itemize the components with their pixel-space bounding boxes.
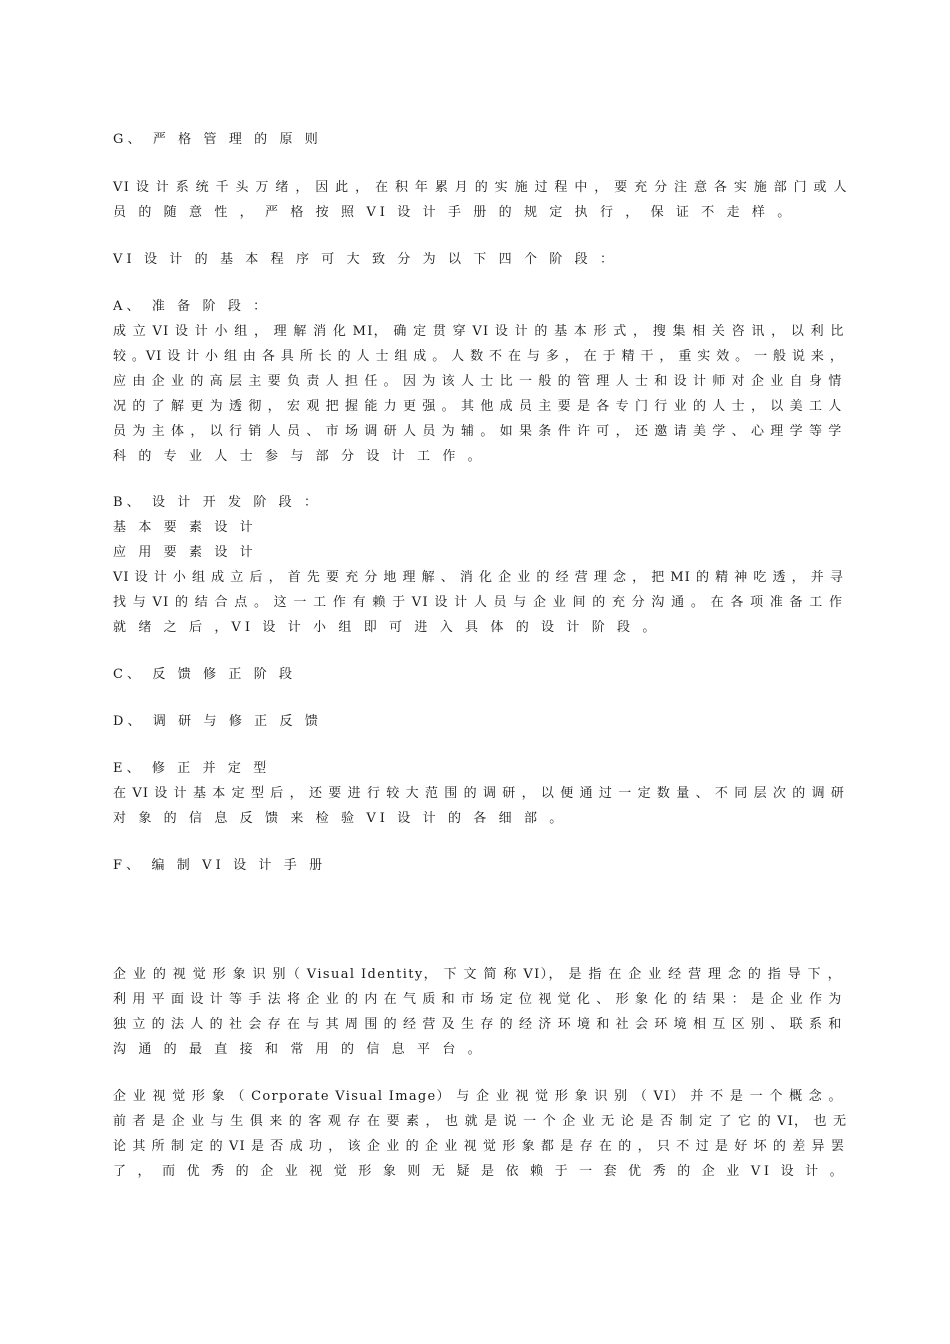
text-line: 基 本 要 素 设 计 xyxy=(113,520,257,535)
text-line: 企 业 视 觉 形 象 （ Corporate Visual Image） 与 企 业 视 觉 形 象 识 别 （ VI） 并 不 是 一 个 概 念 。 xyxy=(113,1089,843,1104)
heading-d-research: D、 调 研 与 修 正 反 馈 xyxy=(113,714,322,729)
text-line: 应 用 要 素 设 计 xyxy=(113,545,257,560)
text-line: 成 立 VI 设 计 小 组 ， 理 解 消 化 MI， 确 定 贯 穿 VI 设 计 的 基 本 形 式 ， 搜 集 相 关 咨 讯 ， 以 利 比 xyxy=(113,324,845,339)
text-line: 应 由 企 业 的 高 层 主 要 负 责 人 担 任 。 因 为 该 人 士 比 一 般 的 管 理 人 士 和 设 计 师 对 企 业 自 身 情 xyxy=(113,374,843,389)
text-line: 沟 通 的 最 直 接 和 常 用 的 信 息 平 台 。 xyxy=(113,1042,485,1057)
text-line: VI 设 计 系 统 千 头 万 绪 ， 因 此 ， 在 积 年 累 月 的 实 施 过 程 中 ， 要 充 分 注 意 各 实 施 部 门 或 人 xyxy=(113,180,848,195)
text-line: 在 VI 设 计 基 本 定 型 后 ， 还 要 进 行 较 大 范 围 的 调 研 ， 以 便 通 过 一 定 数 量 、 不 同 层 次 的 调 研 xyxy=(113,786,846,801)
text-line: 独 立 的 法 人 的 社 会 存 在 与 其 周 围 的 经 营 及 生 存 的 经 济 环 境 和 社 会 环 境 相 互 区 别 、 联 系 和 xyxy=(113,1017,843,1032)
heading-b-design-development: B、 设 计 开 发 阶 段 ： xyxy=(113,495,322,510)
text-line: 就 绪 之 后 ，VI 设 计 小 组 即 可 进 入 具 体 的 设 计 阶 段 。 xyxy=(113,620,660,635)
text-line: 论 其 所 制 定 的 VI 是 否 成 功 ， 该 企 业 的 企 业 视 觉 形 象 都 是 存 在 的 ， 只 不 过 是 好 坏 的 差 异 罢 xyxy=(113,1139,846,1154)
heading-f-manual: F、 编 制 VI 设 计 手 册 xyxy=(113,858,327,873)
heading-e-finalize: E、 修 正 并 定 型 xyxy=(113,761,271,776)
heading-c-feedback: C、 反 馈 修 正 阶 段 xyxy=(113,667,297,682)
text-line: VI 设 计 的 基 本 程 序 可 大 致 分 为 以 下 四 个 阶 段 ： xyxy=(113,252,618,267)
text-line: 企 业 的 视 觉 形 象 识 别（ Visual Identity， 下 文 简 称 VI）， 是 指 在 企 业 经 营 理 念 的 指 导 下 ， xyxy=(113,967,843,982)
text-line: 前 者 是 企 业 与 生 俱 来 的 客 观 存 在 要 素 ， 也 就 是 说 一 个 企 业 无 论 是 否 制 定 了 它 的 VI， 也 无 xyxy=(113,1114,848,1129)
text-line: 较 。VI 设 计 小 组 由 各 具 所 长 的 人 士 组 成 。 人 数 不 在 与 多 ， 在 于 精 干 ， 重 实 效 。 一 般 说 来 ， xyxy=(113,349,844,364)
document-page xyxy=(113,0,848,1344)
text-line: 找 与 VI 的 结 合 点 。 这 一 工 作 有 赖 于 VI 设 计 人 员 与 企 业 间 的 充 分 沟 通 。 在 各 项 准 备 工 作 xyxy=(113,595,844,610)
heading-a-preparation: A、 准 备 阶 段 ： xyxy=(113,299,271,314)
text-line: 利 用 平 面 设 计 等 手 法 将 企 业 的 内 在 气 质 和 市 场 定 位 视 觉 化 、 形 象 化 的 结 果 ： 是 企 业 作 为 xyxy=(113,992,843,1007)
text-line: 员 为 主 体 ， 以 行 销 人 员 、 市 场 调 研 人 员 为 辅 。 如 果 条 件 许 可 ， 还 邀 请 美 学 、 心 理 学 等 学 xyxy=(113,424,843,439)
text-line: VI 设 计 小 组 成 立 后 ， 首 先 要 充 分 地 理 解 、 消 化 企 业 的 经 营 理 念 ， 把 MI 的 精 神 吃 透 ， 并 寻 xyxy=(113,570,844,585)
text-line: 员 的 随 意 性 ， 严 格 按 照 VI 设 计 手 册 的 规 定 执 行 ， 保 证 不 走 样 。 xyxy=(113,205,795,220)
text-line: 况 的 了 解 更 为 透 彻 ， 宏 观 把 握 能 力 更 强 。 其 他 成 员 主 要 是 各 专 门 行 业 的 人 士 ， 以 美 工 人 xyxy=(113,399,843,414)
heading-g-strict-management: G、 严 格 管 理 的 原 则 xyxy=(113,132,322,147)
text-line: 了 ， 而 优 秀 的 企 业 视 觉 形 象 则 无 疑 是 依 赖 于 一 套 优 秀 的 企 业 VI 设 计 。 xyxy=(113,1164,847,1179)
text-line: 对 象 的 信 息 反 馈 来 检 验 VI 设 计 的 各 细 部 。 xyxy=(113,811,567,826)
text-line: 科 的 专 业 人 士 参 与 部 分 设 计 工 作 。 xyxy=(113,449,485,464)
